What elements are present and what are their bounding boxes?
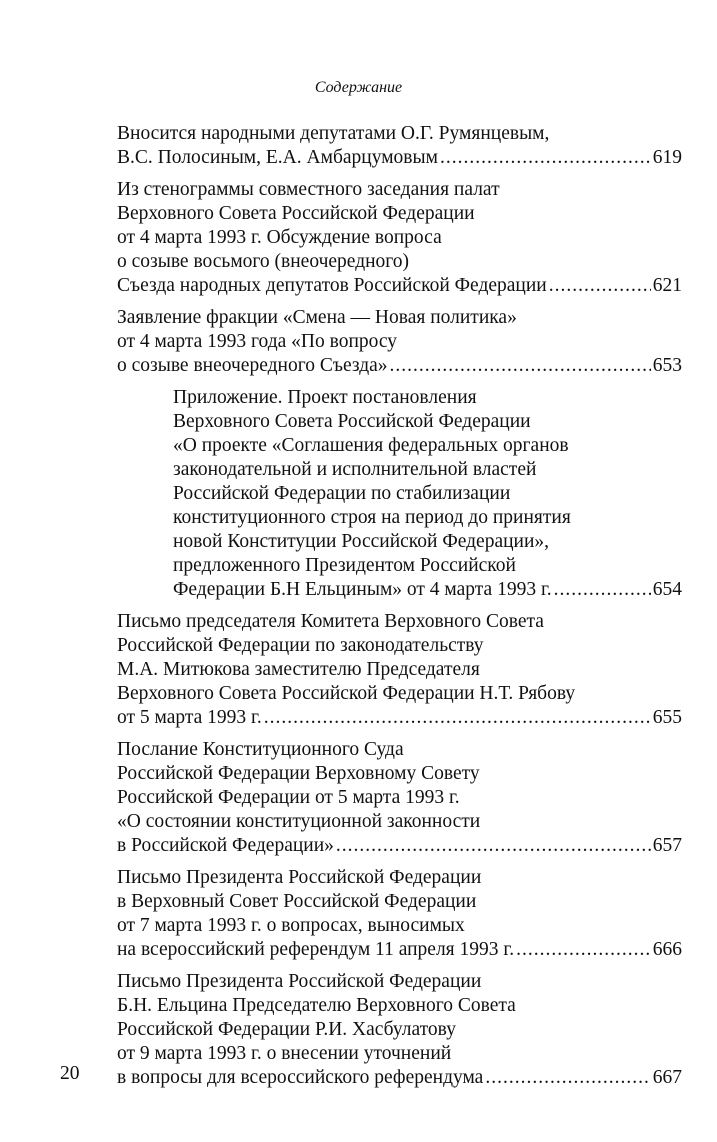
toc-entry-line: о созыве внеочередного Съезда» <box>117 355 388 376</box>
toc-entry[interactable] <box>117 178 682 298</box>
dot-leader <box>485 1066 650 1090</box>
toc-entry-line: «О проекте «Соглашения федеральных органов <box>173 435 569 456</box>
toc-entry-line: В.С. Полосиным, Е.А. Амбарцумовым <box>117 147 438 168</box>
toc-entry-final-line <box>117 1066 682 1090</box>
dot-leader <box>440 146 651 170</box>
toc-entry-line: законодательной и исполнительной властей <box>173 459 537 480</box>
toc-entry-final-line <box>117 146 682 170</box>
dot-leader <box>390 354 651 378</box>
dot-leader <box>516 938 651 962</box>
toc-entry-line: Российской Федерации по законодательству <box>117 635 484 656</box>
toc-entry-line: о созыве восьмого (внеочередного) <box>117 251 410 272</box>
toc-entry-line: от 4 марта 1993 года «По вопросу <box>117 331 398 352</box>
toc-entry-line: Письмо Президента Российской Федерации <box>117 867 482 888</box>
toc-entry-line: Российской Федерации от 5 марта 1993 г. <box>117 787 460 808</box>
toc-entry-line: предложенного Президентом Российской <box>173 555 516 576</box>
toc-entry[interactable] <box>117 122 682 170</box>
toc-page-number: 657 <box>652 835 682 856</box>
dot-leader <box>549 274 651 298</box>
toc-entry-line: новой Конституции Российской Федерации», <box>173 531 550 552</box>
table-of-contents <box>117 122 682 1098</box>
toc-entry-line: в Верховный Совет Российской Федерации <box>117 891 477 912</box>
toc-entry[interactable] <box>173 386 682 602</box>
page-number: 20 <box>60 1063 80 1084</box>
toc-entry-line: Заявление фракции «Смена — Новая политика» <box>117 307 517 328</box>
toc-entry-line: конституционного строя на период до принятия <box>173 507 571 528</box>
toc-entry-line: М.А. Митюкова заместителю Председателя <box>117 659 480 680</box>
toc-entry-line: Верховного Совета Российской Федерации Н.Т. Рябову <box>117 683 576 704</box>
dot-leader <box>554 578 651 602</box>
toc-entry[interactable] <box>117 610 682 730</box>
toc-entry-line: Российской Федерации по стабилизации <box>173 483 511 504</box>
toc-entry-line: Вносится народными депутатами О.Г. Румянцевым, <box>117 123 550 144</box>
toc-page-number: 655 <box>652 707 682 728</box>
toc-entry-line: от 7 марта 1993 г. о вопросах, выносимых <box>117 915 465 936</box>
toc-page-number: 666 <box>652 939 682 960</box>
toc-entry[interactable] <box>117 970 682 1090</box>
toc-page-number: 667 <box>652 1067 682 1088</box>
toc-entry-line: Из стенограммы совместного заседания палат <box>117 179 500 200</box>
toc-entry-line: Российской Федерации Верховному Совету <box>117 763 480 784</box>
toc-entry-line: на всероссийский референдум 11 апреля 1993 г. <box>117 939 515 960</box>
toc-page-number: 621 <box>652 275 682 296</box>
toc-entry-line: от 9 марта 1993 г. о внесении уточнений <box>117 1043 452 1064</box>
toc-entry-line: в вопросы для всероссийского референдума <box>117 1067 484 1088</box>
toc-page-number: 619 <box>652 147 682 168</box>
toc-entry-final-line <box>173 578 682 602</box>
toc-entry[interactable] <box>117 738 682 858</box>
toc-entry-final-line <box>117 706 682 730</box>
toc-entry[interactable] <box>117 306 682 378</box>
toc-entry-line: Б.Н. Ельцина Председателю Верховного Совета <box>117 995 516 1016</box>
toc-entry-line: Съезда народных депутатов Российской Федерации <box>117 275 547 296</box>
toc-entry-final-line <box>117 834 682 858</box>
toc-entry-line: в Российской Федерации» <box>117 835 334 856</box>
toc-page-number: 654 <box>652 579 682 600</box>
toc-entry-line: «О состоянии конституционной законности <box>117 811 481 832</box>
toc-entry-line: Российской Федерации Р.И. Хасбулатову <box>117 1019 456 1040</box>
toc-entry-line: от 5 марта 1993 г. <box>117 707 262 728</box>
toc-page-number: 653 <box>652 355 682 376</box>
toc-entry-line: Приложение. Проект постановления <box>173 387 477 408</box>
toc-entry-line: Письмо председателя Комитета Верховного Совета <box>117 611 544 632</box>
toc-entry[interactable] <box>117 866 682 962</box>
running-header: Содержание <box>314 79 403 96</box>
toc-entry-line: Письмо Президента Российской Федерации <box>117 971 482 992</box>
toc-entry-line: Верховного Совета Российской Федерации <box>117 203 475 224</box>
toc-entry-final-line <box>117 938 682 962</box>
toc-entry-final-line <box>117 354 682 378</box>
toc-entry-line: Верховного Совета Российской Федерации <box>173 411 531 432</box>
toc-entry-final-line <box>117 274 682 298</box>
dot-leader <box>264 706 651 730</box>
dot-leader <box>336 834 651 858</box>
toc-entry-line: Федерации Б.Н Ельциным» от 4 марта 1993 г. <box>173 579 552 600</box>
toc-entry-line: Послание Конституционного Суда <box>117 739 404 760</box>
toc-entry-line: от 4 марта 1993 г. Обсуждение вопроса <box>117 227 442 248</box>
